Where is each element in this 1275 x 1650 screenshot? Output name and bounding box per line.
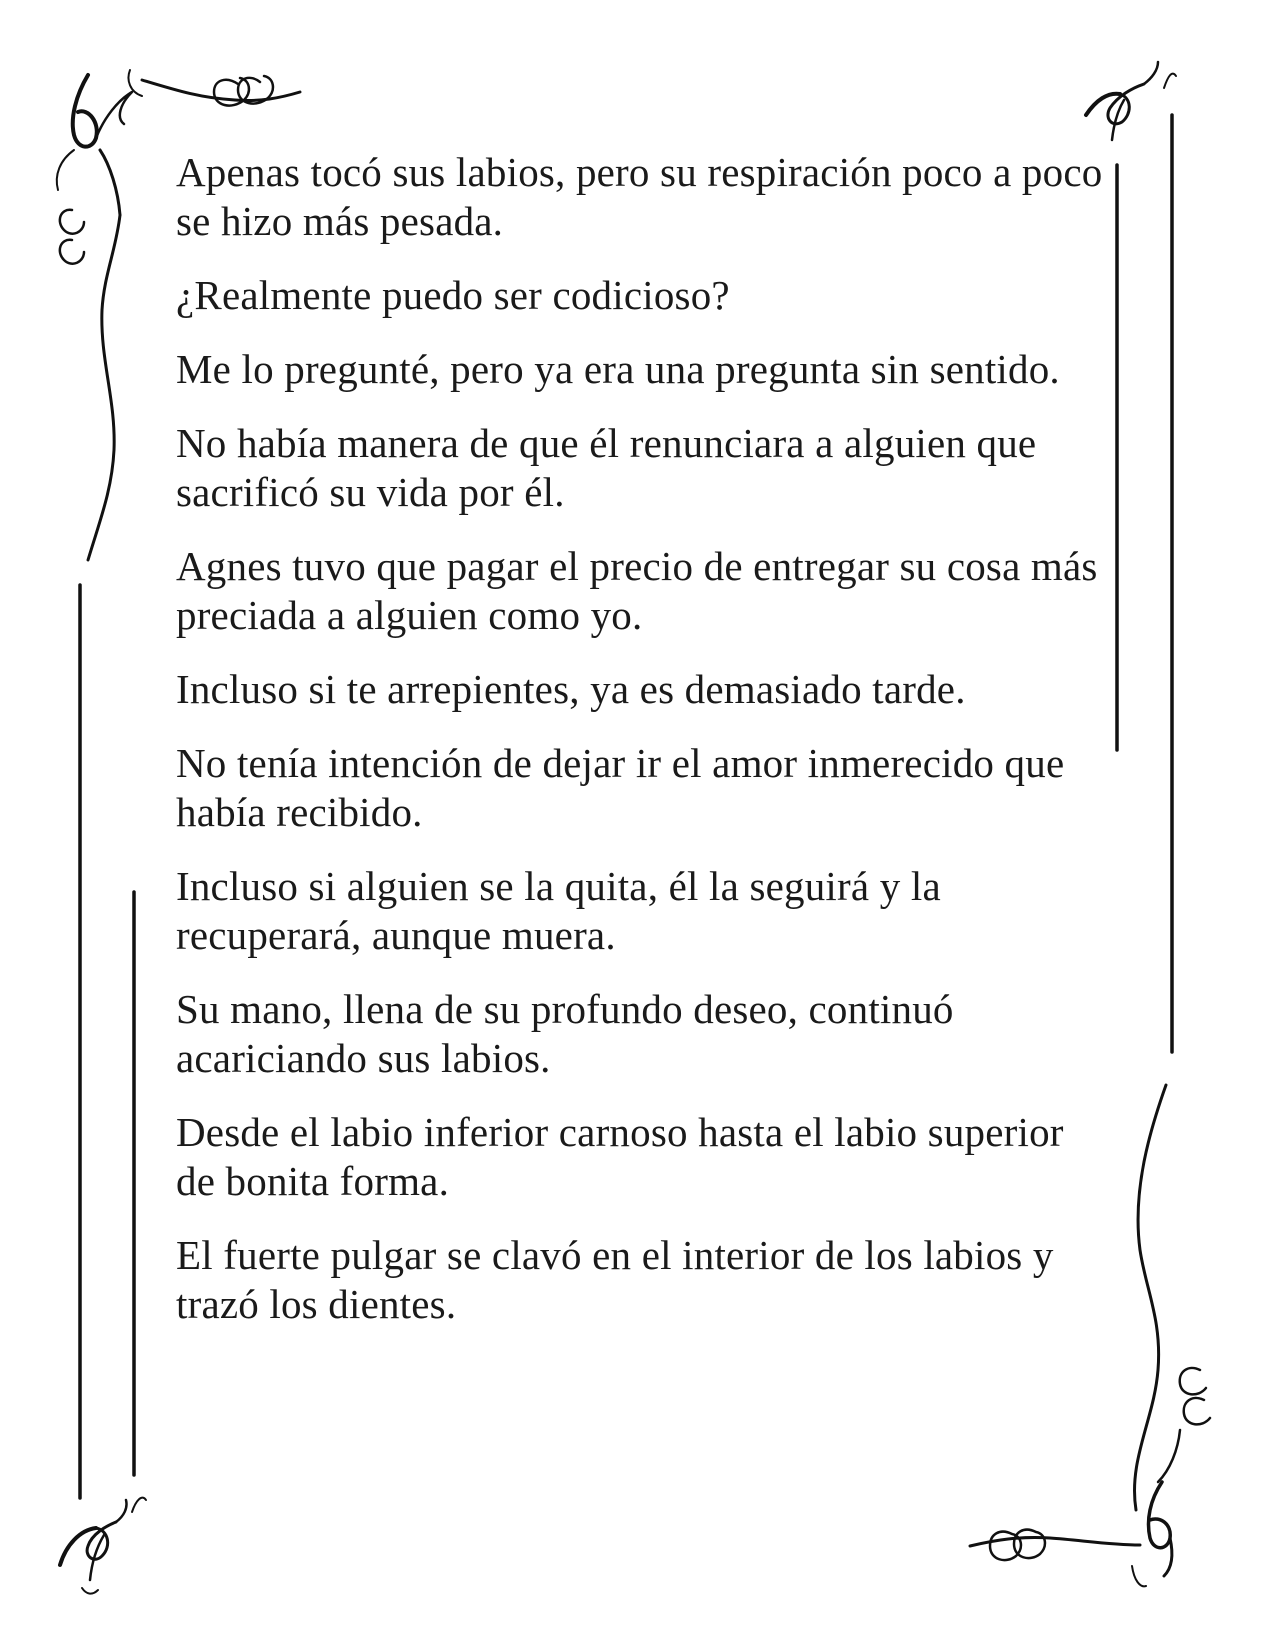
bottom-left-flourish-icon [60,1498,146,1594]
paragraph: Incluso si te arrepientes, ya es demasiado tarde. [176,666,966,712]
paragraph: ¿Realmente puedo ser codicioso? [176,272,730,318]
paragraph: Incluso si alguien se la quita, él la seguirá y la recuperará, aunque muera. [176,863,941,958]
paragraph: Desde el labio inferior carnoso hasta el labio superior de bonita forma. [176,1109,1064,1204]
paragraph: No tenía intención de dejar ir el amor inmerecido que había recibido. [176,740,1065,835]
top-right-flourish-icon [1086,62,1176,140]
paragraph: Su mano, llena de su profundo deseo, continuó acariciando sus labios. [176,986,954,1081]
paragraph: Agnes tuvo que pagar el precio de entregar su cosa más preciada a alguien como yo. [176,543,1098,638]
document-body [176,148,1106,1354]
paragraph: Apenas tocó sus labios, pero su respiración poco a poco se hizo más pesada. [176,149,1103,244]
paragraph: No había manera de que él renunciara a alguien que sacrificó su vida por él. [176,420,1037,515]
paragraph: Me lo pregunté, pero ya era una pregunta sin sentido. [176,346,1060,392]
paragraph: El fuerte pulgar se clavó en el interior de los labios y trazó los dientes. [176,1232,1054,1327]
